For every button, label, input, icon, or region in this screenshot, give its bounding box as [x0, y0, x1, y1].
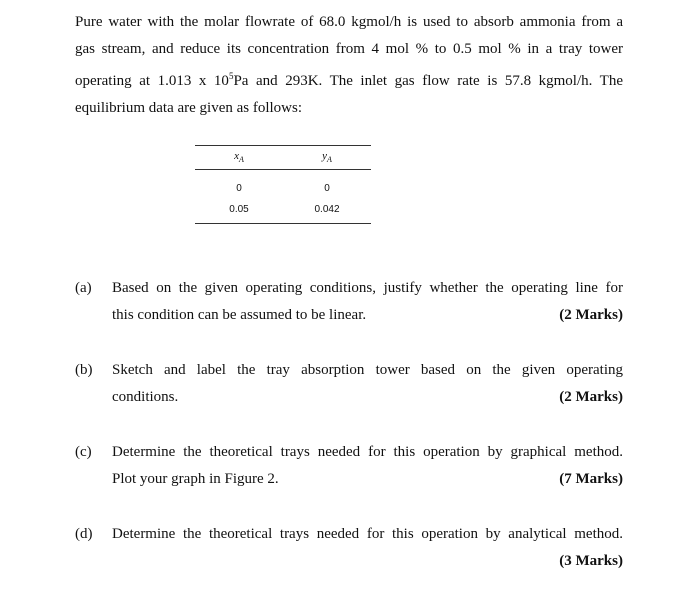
question-text-line-1: Based on the given operating conditions, justify whether the operating line for [112, 280, 623, 296]
question-label: (c) [75, 444, 92, 460]
table-cell: 0 [324, 183, 330, 194]
question-text-line-1: Determine the theoretical trays needed for this operation by graphical method. [112, 444, 623, 460]
marks-label: (2 Marks) [559, 389, 623, 405]
table-header-rule [195, 169, 371, 170]
table-cell: 0.042 [314, 204, 340, 215]
marks-label: (7 Marks) [559, 471, 623, 487]
question-text-line-2: Plot your graph in Figure 2. [112, 471, 279, 487]
intro-line-3 [75, 63, 623, 95]
question-text-line-2: this condition can be assumed to be linear. [112, 307, 367, 323]
intro-line-3-post: Pa and 293K. The inlet gas flow rate is 57.8 kgmol/h. The [233, 73, 623, 89]
intro-line-1: Pure water with the molar flowrate of 68.0 kgmol/h is used to absorb ammonia from a [75, 14, 623, 30]
problem-statement [75, 9, 623, 122]
intro-line-3-pre: operating at 1.013 x 10 [75, 73, 229, 89]
question-text-line-1: Determine the theoretical trays needed for this operation by analytical method. [112, 526, 623, 542]
header-xA-var: x [234, 150, 239, 162]
table-top-rule [195, 145, 371, 146]
table-bottom-rule [195, 223, 371, 224]
intro-line-4: equilibrium data are given as follows: [75, 100, 303, 116]
header-yA-sub: A [327, 155, 332, 165]
header-yA [283, 150, 371, 164]
table-cell: 0 [236, 183, 242, 194]
pressure-exponent: 5 [228, 71, 234, 81]
header-yA-var: y [322, 150, 327, 162]
marks-label: (3 Marks) [559, 553, 623, 569]
marks-label: (2 Marks) [559, 307, 623, 323]
header-xA [195, 150, 283, 164]
question-label: (a) [75, 280, 92, 296]
question-text-line-1: Sketch and label the tray absorption tower based on the given operating [112, 362, 623, 378]
question-text-line-2: conditions. [112, 389, 179, 405]
header-xA-sub: A [239, 155, 244, 165]
table-cell: 0.05 [229, 204, 249, 215]
question-label: (b) [75, 362, 93, 378]
intro-line-2: gas stream, and reduce its concentration from 4 mol % to 0.5 mol % in a tray tower [75, 41, 623, 57]
question-label: (d) [75, 526, 93, 542]
